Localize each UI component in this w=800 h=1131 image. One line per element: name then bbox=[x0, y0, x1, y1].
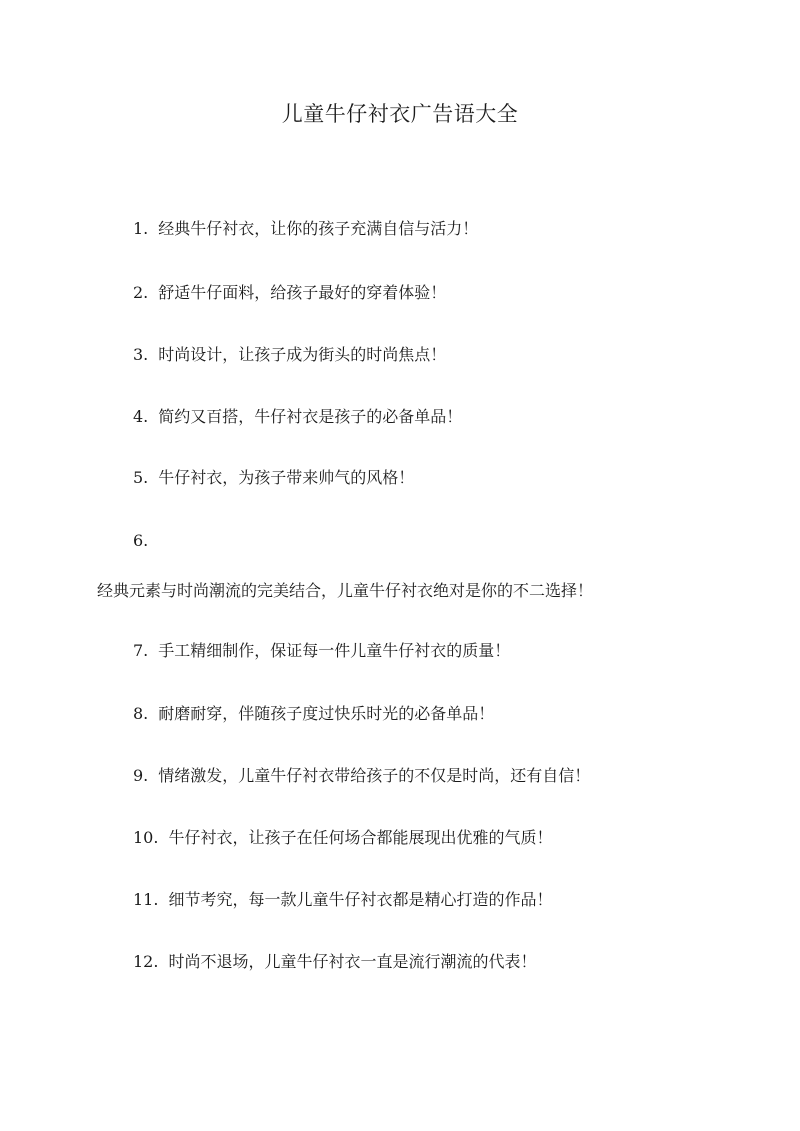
list-item bbox=[133, 344, 446, 366]
item-number: 11. bbox=[133, 890, 159, 909]
item-text: 牛仔衬衣，让孩子在任何场合都能展现出优雅的气质！ bbox=[168, 828, 553, 847]
item-text: 细节考究，每一款儿童牛仔衬衣都是精心打造的作品！ bbox=[168, 890, 553, 909]
list-item bbox=[133, 406, 462, 428]
page-title: 儿童牛仔衬衣广告语大全 bbox=[281, 102, 519, 126]
item-number: 9. bbox=[133, 766, 149, 785]
item-number: 2. bbox=[133, 283, 149, 302]
list-item-wrapped-text: 经典元素与时尚潮流的完美结合，儿童牛仔衬衣绝对是你的不二选择！ bbox=[97, 581, 594, 600]
list-item bbox=[133, 827, 552, 849]
item-text: 舒适牛仔面料，给孩子最好的穿着体验！ bbox=[158, 283, 447, 302]
list-item bbox=[133, 703, 494, 725]
item-text: 手工精细制作，保证每一件儿童牛仔衬衣的质量！ bbox=[158, 641, 511, 660]
item-text: 时尚不退场，儿童牛仔衬衣一直是流行潮流的代表！ bbox=[168, 952, 537, 971]
item-text: 经典牛仔衬衣，让你的孩子充满自信与活力！ bbox=[158, 219, 479, 238]
list-item bbox=[133, 951, 536, 973]
item-number: 3. bbox=[133, 345, 149, 364]
item-number: 10. bbox=[133, 828, 159, 847]
list-item bbox=[133, 889, 552, 911]
item-number: 8. bbox=[133, 704, 149, 723]
list-item bbox=[133, 640, 510, 662]
item-number: 6. bbox=[133, 531, 149, 550]
item-text: 耐磨耐穿，伴随孩子度过快乐时光的必备单品！ bbox=[158, 704, 495, 723]
item-number: 7. bbox=[133, 641, 149, 660]
list-item bbox=[133, 765, 590, 787]
list-item bbox=[133, 282, 446, 304]
item-number: 12. bbox=[133, 952, 159, 971]
item-number: 5. bbox=[133, 468, 149, 487]
list-item bbox=[133, 467, 414, 489]
item-number: 4. bbox=[133, 407, 149, 426]
item-text: 情绪激发，儿童牛仔衬衣带给孩子的不仅是时尚，还有自信！ bbox=[158, 766, 591, 785]
item-text: 简约又百搭，牛仔衬衣是孩子的必备单品！ bbox=[158, 407, 463, 426]
list-item-number-only bbox=[133, 530, 148, 552]
list-item bbox=[133, 218, 478, 240]
item-text: 牛仔衬衣，为孩子带来帅气的风格！ bbox=[158, 468, 415, 487]
item-number: 1. bbox=[133, 219, 149, 238]
item-text: 时尚设计，让孩子成为街头的时尚焦点！ bbox=[158, 345, 447, 364]
